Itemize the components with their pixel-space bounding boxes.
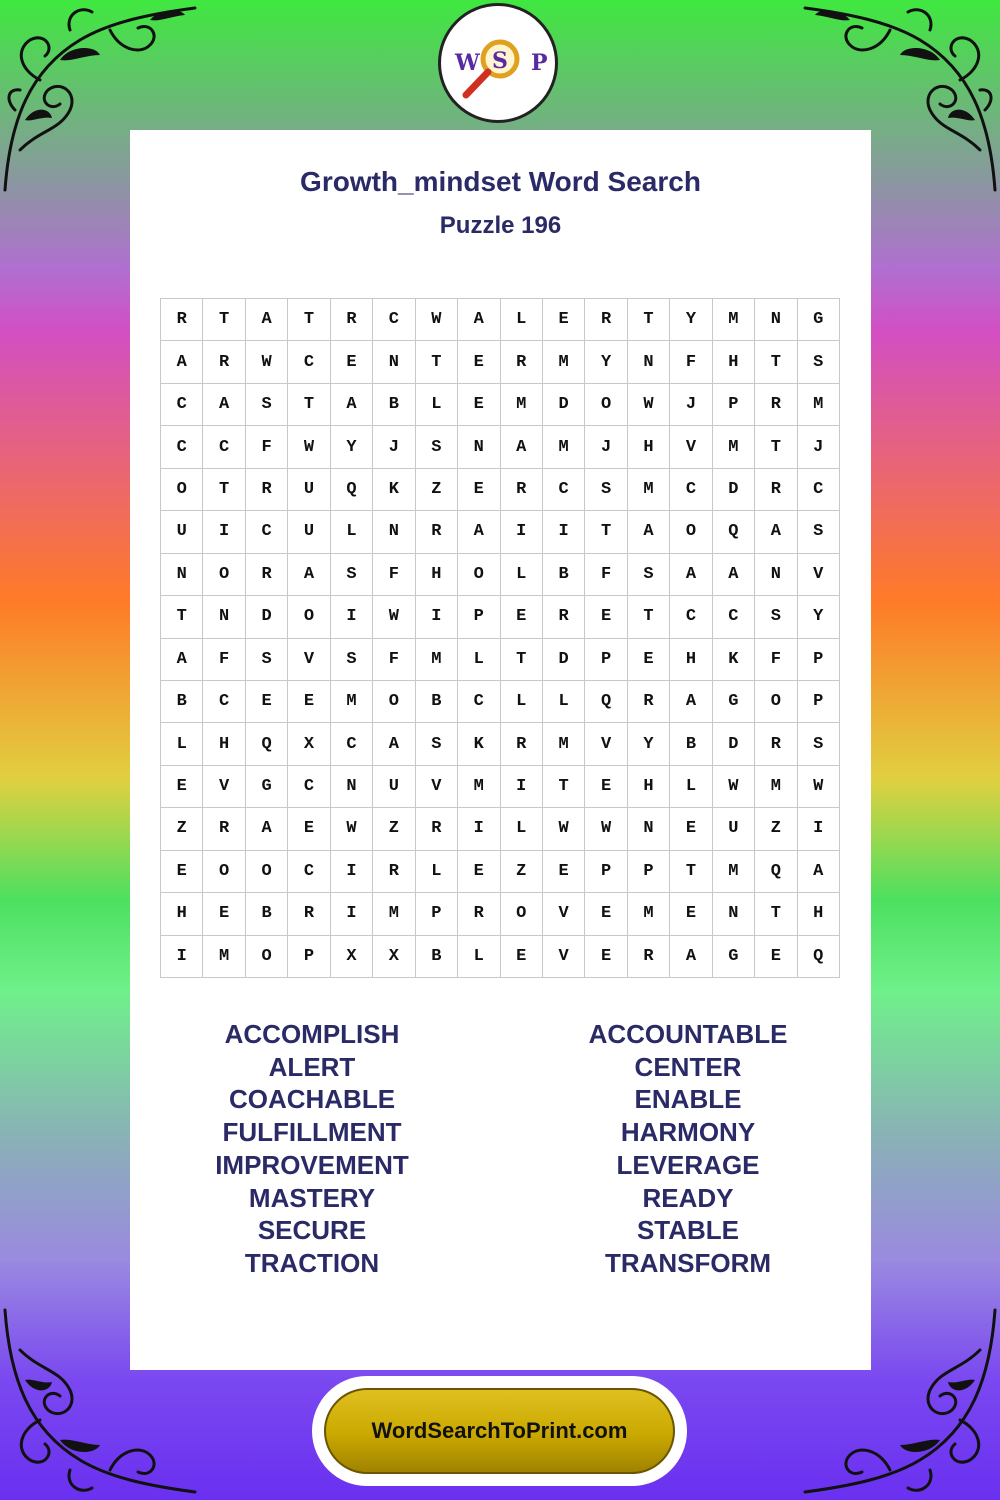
grid-cell[interactable]: M xyxy=(543,426,585,468)
word-list-item: SECURE xyxy=(257,1215,367,1246)
grid-cell[interactable]: I xyxy=(331,596,373,638)
grid-cell[interactable]: F xyxy=(246,426,288,468)
grid-cell[interactable]: W xyxy=(543,808,585,850)
grid-cell[interactable]: E xyxy=(458,851,500,893)
grid-cell[interactable]: N xyxy=(203,596,245,638)
grid-cell[interactable]: A xyxy=(246,299,288,341)
grid-cell[interactable]: H xyxy=(713,341,755,383)
grid-cell[interactable]: J xyxy=(670,384,712,426)
grid-cell[interactable]: O xyxy=(670,511,712,553)
grid-cell[interactable]: I xyxy=(416,596,458,638)
word-list-item: ACCOMPLISH xyxy=(224,1019,400,1049)
grid-cell[interactable]: S xyxy=(755,596,797,638)
grid-cell[interactable]: D xyxy=(543,384,585,426)
grid-cell[interactable]: V xyxy=(288,639,330,681)
grid-cell[interactable]: R xyxy=(501,469,543,511)
grid-cell[interactable]: M xyxy=(501,384,543,426)
grid-cell[interactable]: T xyxy=(628,299,670,341)
grid-cell[interactable]: I xyxy=(543,511,585,553)
grid-cell[interactable]: R xyxy=(288,893,330,935)
word-list-item: LEVERAGE xyxy=(616,1149,760,1180)
grid-cell[interactable]: E xyxy=(501,936,543,978)
grid-cell[interactable]: L xyxy=(501,299,543,341)
word-list-right xyxy=(538,1018,838,1280)
grid-cell[interactable]: I xyxy=(458,808,500,850)
grid-cell[interactable]: M xyxy=(628,469,670,511)
grid-cell[interactable]: Q xyxy=(585,681,627,723)
grid-cell[interactable]: H xyxy=(628,426,670,468)
grid-cell[interactable]: G xyxy=(246,766,288,808)
grid-cell[interactable]: P xyxy=(458,596,500,638)
grid-cell[interactable]: Y xyxy=(331,426,373,468)
grid-cell[interactable]: R xyxy=(161,299,203,341)
grid-cell[interactable]: H xyxy=(161,893,203,935)
grid-cell[interactable]: A xyxy=(670,554,712,596)
grid-cell[interactable]: P xyxy=(585,639,627,681)
grid-cell[interactable]: K xyxy=(458,723,500,765)
grid-cell[interactable]: R xyxy=(416,511,458,553)
grid-cell[interactable]: O xyxy=(755,681,797,723)
grid-cell[interactable]: R xyxy=(246,554,288,596)
word-list-item: COACHABLE xyxy=(228,1084,396,1115)
grid-cell[interactable]: T xyxy=(755,341,797,383)
grid-cell[interactable]: B xyxy=(373,384,415,426)
grid-cell[interactable]: I xyxy=(203,511,245,553)
grid-cell[interactable]: Z xyxy=(161,808,203,850)
grid-cell[interactable]: B xyxy=(246,893,288,935)
word-list-item: ACCOUNTABLE xyxy=(588,1019,788,1049)
grid-cell[interactable]: E xyxy=(501,596,543,638)
grid-cell[interactable]: M xyxy=(373,893,415,935)
grid-cell[interactable]: I xyxy=(331,851,373,893)
grid-cell[interactable]: M xyxy=(713,426,755,468)
grid-cell[interactable]: N xyxy=(628,341,670,383)
grid-cell[interactable]: M xyxy=(628,893,670,935)
grid-cell[interactable]: N xyxy=(161,554,203,596)
grid-cell[interactable]: K xyxy=(713,639,755,681)
word-list-item: MASTERY xyxy=(248,1182,376,1213)
grid-cell[interactable]: Z xyxy=(501,851,543,893)
grid-cell[interactable]: S xyxy=(628,554,670,596)
grid-cell[interactable]: R xyxy=(458,893,500,935)
grid-cell[interactable]: A xyxy=(670,681,712,723)
grid-cell[interactable]: R xyxy=(755,723,797,765)
grid-cell[interactable]: C xyxy=(543,469,585,511)
grid-cell[interactable]: H xyxy=(628,766,670,808)
grid-cell[interactable]: E xyxy=(288,681,330,723)
grid-cell[interactable]: B xyxy=(161,681,203,723)
letter-grid[interactable] xyxy=(160,298,840,978)
grid-cell[interactable]: A xyxy=(458,299,500,341)
grid-cell[interactable]: C xyxy=(331,723,373,765)
grid-cell[interactable]: R xyxy=(585,299,627,341)
grid-cell[interactable]: A xyxy=(501,426,543,468)
grid-cell[interactable]: E xyxy=(543,851,585,893)
page-title: Growth_mindset Word Search xyxy=(300,166,701,197)
grid-cell[interactable]: T xyxy=(161,596,203,638)
logo-letter-w: W xyxy=(455,50,480,76)
grid-cell[interactable]: N xyxy=(755,554,797,596)
grid-cell[interactable]: E xyxy=(246,681,288,723)
site-banner-button[interactable] xyxy=(324,1388,675,1474)
grid-cell[interactable]: R xyxy=(501,341,543,383)
grid-cell[interactable]: C xyxy=(246,511,288,553)
grid-cell[interactable]: C xyxy=(203,681,245,723)
grid-cell[interactable]: M xyxy=(713,851,755,893)
word-list-item: STABLE xyxy=(636,1215,740,1246)
grid-cell[interactable]: S xyxy=(798,723,840,765)
grid-cell[interactable]: C xyxy=(670,596,712,638)
grid-cell[interactable]: R xyxy=(543,596,585,638)
grid-cell[interactable]: S xyxy=(331,554,373,596)
grid-cell[interactable]: T xyxy=(416,341,458,383)
grid-cell[interactable]: L xyxy=(501,554,543,596)
grid-cell[interactable]: N xyxy=(458,426,500,468)
grid-cell[interactable]: X xyxy=(331,936,373,978)
grid-cell[interactable]: V xyxy=(670,426,712,468)
grid-cell[interactable]: W xyxy=(373,596,415,638)
grid-cell[interactable]: B xyxy=(416,936,458,978)
grid-cell[interactable]: Y xyxy=(585,341,627,383)
grid-cell[interactable]: A xyxy=(161,341,203,383)
grid-cell[interactable]: A xyxy=(713,554,755,596)
grid-cell[interactable]: B xyxy=(416,681,458,723)
grid-cell[interactable]: T xyxy=(203,299,245,341)
grid-cell[interactable]: W xyxy=(288,426,330,468)
grid-cell[interactable]: H xyxy=(203,723,245,765)
grid-cell[interactable]: R xyxy=(416,808,458,850)
grid-cell[interactable]: L xyxy=(458,936,500,978)
grid-cell[interactable]: W xyxy=(798,766,840,808)
word-list-item: IMPROVEMENT xyxy=(215,1149,409,1180)
grid-cell[interactable]: E xyxy=(585,596,627,638)
grid-cell[interactable]: L xyxy=(331,511,373,553)
grid-cell[interactable]: L xyxy=(416,384,458,426)
grid-cell[interactable]: R xyxy=(755,384,797,426)
grid-cell[interactable]: V xyxy=(798,554,840,596)
grid-cell[interactable]: R xyxy=(373,851,415,893)
grid-cell[interactable]: T xyxy=(755,893,797,935)
grid-cell[interactable]: Q xyxy=(246,723,288,765)
grid-cell[interactable]: R xyxy=(331,299,373,341)
grid-cell[interactable]: A xyxy=(798,851,840,893)
grid-cell[interactable]: Z xyxy=(416,469,458,511)
grid-cell[interactable]: P xyxy=(713,384,755,426)
grid-cell[interactable]: L xyxy=(161,723,203,765)
grid-cell[interactable]: Y xyxy=(798,596,840,638)
grid-cell[interactable]: R xyxy=(628,936,670,978)
grid-cell[interactable]: O xyxy=(246,851,288,893)
grid-cell[interactable]: E xyxy=(161,851,203,893)
grid-cell[interactable]: R xyxy=(501,723,543,765)
grid-cell[interactable]: F xyxy=(585,554,627,596)
grid-cell[interactable]: Z xyxy=(755,808,797,850)
puzzle-card xyxy=(130,130,871,1370)
word-list-item: TRACTION xyxy=(244,1247,380,1278)
grid-cell[interactable]: F xyxy=(203,639,245,681)
grid-cell[interactable]: M xyxy=(331,681,373,723)
grid-cell[interactable]: D xyxy=(713,723,755,765)
grid-cell[interactable]: O xyxy=(585,384,627,426)
grid-cell[interactable]: E xyxy=(288,808,330,850)
grid-cell[interactable]: M xyxy=(416,639,458,681)
grid-cell[interactable]: J xyxy=(798,426,840,468)
grid-cell[interactable]: U xyxy=(288,469,330,511)
grid-cell[interactable]: K xyxy=(373,469,415,511)
grid-cell[interactable]: F xyxy=(373,639,415,681)
grid-cell[interactable]: H xyxy=(798,893,840,935)
grid-cell[interactable]: E xyxy=(203,893,245,935)
grid-cell[interactable]: M xyxy=(755,766,797,808)
grid-cell[interactable]: L xyxy=(458,639,500,681)
grid-cell[interactable]: A xyxy=(755,511,797,553)
grid-cell[interactable]: O xyxy=(458,554,500,596)
grid-cell[interactable]: R xyxy=(628,681,670,723)
grid-cell[interactable]: A xyxy=(373,723,415,765)
grid-cell[interactable]: P xyxy=(585,851,627,893)
grid-cell[interactable]: M xyxy=(798,384,840,426)
grid-cell[interactable]: Y xyxy=(670,299,712,341)
grid-cell[interactable]: R xyxy=(755,469,797,511)
grid-cell[interactable]: O xyxy=(203,851,245,893)
grid-cell[interactable]: A xyxy=(670,936,712,978)
grid-cell[interactable]: C xyxy=(670,469,712,511)
grid-cell[interactable]: S xyxy=(246,639,288,681)
grid-cell[interactable]: P xyxy=(288,936,330,978)
grid-cell[interactable]: V xyxy=(543,936,585,978)
grid-cell[interactable]: M xyxy=(458,766,500,808)
logo-letter-s: S xyxy=(492,48,508,74)
grid-cell[interactable]: E xyxy=(585,893,627,935)
grid-cell[interactable]: T xyxy=(670,851,712,893)
grid-cell[interactable]: C xyxy=(203,426,245,468)
grid-cell[interactable]: T xyxy=(585,511,627,553)
grid-cell[interactable]: L xyxy=(670,766,712,808)
grid-cell[interactable]: O xyxy=(373,681,415,723)
grid-cell[interactable]: C xyxy=(798,469,840,511)
grid-cell[interactable]: A xyxy=(458,511,500,553)
grid-cell[interactable]: U xyxy=(713,808,755,850)
grid-cell[interactable]: S xyxy=(416,723,458,765)
grid-cell[interactable]: F xyxy=(755,639,797,681)
grid-cell[interactable]: E xyxy=(670,893,712,935)
grid-cell[interactable]: B xyxy=(543,554,585,596)
grid-cell[interactable]: E xyxy=(458,341,500,383)
grid-cell[interactable]: T xyxy=(543,766,585,808)
grid-cell[interactable]: P xyxy=(798,681,840,723)
grid-cell[interactable]: N xyxy=(373,341,415,383)
grid-cell[interactable]: V xyxy=(416,766,458,808)
grid-cell[interactable]: V xyxy=(585,723,627,765)
grid-cell[interactable]: N xyxy=(713,893,755,935)
grid-cell[interactable]: O xyxy=(501,893,543,935)
grid-cell[interactable]: E xyxy=(458,384,500,426)
grid-cell[interactable]: G xyxy=(798,299,840,341)
grid-cell[interactable]: W xyxy=(331,808,373,850)
word-list-item: HARMONY xyxy=(620,1117,756,1148)
grid-cell[interactable]: W xyxy=(416,299,458,341)
grid-cell[interactable]: G xyxy=(713,681,755,723)
grid-cell[interactable]: I xyxy=(501,766,543,808)
word-list-item: ALERT xyxy=(268,1051,356,1082)
grid-cell[interactable]: V xyxy=(543,893,585,935)
grid-cell[interactable]: A xyxy=(161,639,203,681)
grid-cell[interactable]: S xyxy=(798,341,840,383)
grid-cell[interactable]: M xyxy=(543,723,585,765)
grid-cell[interactable]: E xyxy=(585,936,627,978)
grid-cell[interactable]: C xyxy=(373,299,415,341)
grid-cell[interactable]: A xyxy=(331,384,373,426)
grid-cell[interactable]: I xyxy=(501,511,543,553)
word-list-item: ENABLE xyxy=(634,1084,742,1115)
logo-letter-p: P xyxy=(531,50,548,76)
grid-cell[interactable]: N xyxy=(755,299,797,341)
grid-cell[interactable]: A xyxy=(246,808,288,850)
grid-cell[interactable]: E xyxy=(161,766,203,808)
grid-cell[interactable]: C xyxy=(288,766,330,808)
grid-cell[interactable]: Q xyxy=(331,469,373,511)
grid-cell[interactable]: Q xyxy=(713,511,755,553)
grid-cell[interactable]: R xyxy=(203,808,245,850)
grid-cell[interactable]: U xyxy=(161,511,203,553)
grid-cell[interactable]: N xyxy=(373,511,415,553)
grid-cell[interactable]: R xyxy=(203,341,245,383)
word-list-item: READY xyxy=(642,1182,734,1213)
grid-cell[interactable]: C xyxy=(161,384,203,426)
grid-cell[interactable]: N xyxy=(331,766,373,808)
site-logo[interactable] xyxy=(438,3,558,123)
grid-cell[interactable]: M xyxy=(203,936,245,978)
grid-cell[interactable]: D xyxy=(713,469,755,511)
grid-cell[interactable]: H xyxy=(416,554,458,596)
grid-cell[interactable]: U xyxy=(373,766,415,808)
grid-cell[interactable]: T xyxy=(288,384,330,426)
grid-cell[interactable]: O xyxy=(246,936,288,978)
grid-cell[interactable]: A xyxy=(203,384,245,426)
grid-cell[interactable]: F xyxy=(373,554,415,596)
grid-cell[interactable]: T xyxy=(755,426,797,468)
grid-cell[interactable]: I xyxy=(798,808,840,850)
grid-cell[interactable]: C xyxy=(288,851,330,893)
grid-cell[interactable]: E xyxy=(458,469,500,511)
grid-cell[interactable]: E xyxy=(585,766,627,808)
grid-cell[interactable]: W xyxy=(628,384,670,426)
word-list-item: CENTER xyxy=(634,1051,742,1082)
grid-cell[interactable]: D xyxy=(246,596,288,638)
grid-cell[interactable]: F xyxy=(670,341,712,383)
grid-cell[interactable]: C xyxy=(288,341,330,383)
word-list-item: TRANSFORM xyxy=(604,1247,772,1278)
grid-cell[interactable]: H xyxy=(670,639,712,681)
grid-cell[interactable]: W xyxy=(585,808,627,850)
grid-cell[interactable]: M xyxy=(713,299,755,341)
grid-cell[interactable]: T xyxy=(288,299,330,341)
grid-cell[interactable]: L xyxy=(501,681,543,723)
grid-cell[interactable]: X xyxy=(288,723,330,765)
grid-cell[interactable]: N xyxy=(628,808,670,850)
grid-cell[interactable]: S xyxy=(246,384,288,426)
grid-cell[interactable]: L xyxy=(501,808,543,850)
grid-cell[interactable]: P xyxy=(798,639,840,681)
grid-cell[interactable]: I xyxy=(331,893,373,935)
grid-cell[interactable]: O xyxy=(161,469,203,511)
grid-cell[interactable]: D xyxy=(543,639,585,681)
grid-cell[interactable]: P xyxy=(628,851,670,893)
puzzle-number: Puzzle 196 xyxy=(439,212,562,239)
grid-cell[interactable]: P xyxy=(416,893,458,935)
site-url: WordSearchToPrint.com xyxy=(371,1418,628,1443)
grid-cell[interactable]: S xyxy=(585,469,627,511)
grid-cell[interactable]: W xyxy=(713,766,755,808)
word-list-item: FULFILLMENT xyxy=(222,1117,402,1148)
word-list-left xyxy=(162,1018,462,1280)
grid-cell[interactable]: C xyxy=(161,426,203,468)
grid-cell[interactable]: W xyxy=(246,341,288,383)
site-banner[interactable] xyxy=(312,1376,687,1486)
grid-cell[interactable]: M xyxy=(543,341,585,383)
grid-cell[interactable]: L xyxy=(543,681,585,723)
grid-cell[interactable]: E xyxy=(543,299,585,341)
grid-cell[interactable]: S xyxy=(331,639,373,681)
grid-cell[interactable]: J xyxy=(373,426,415,468)
grid-cell[interactable]: A xyxy=(288,554,330,596)
grid-cell[interactable]: O xyxy=(203,554,245,596)
grid-cell[interactable]: G xyxy=(713,936,755,978)
grid-cell[interactable]: Q xyxy=(755,851,797,893)
grid-cell[interactable]: Y xyxy=(628,723,670,765)
grid-cell[interactable]: E xyxy=(755,936,797,978)
grid-cell[interactable]: E xyxy=(670,808,712,850)
grid-cell[interactable]: S xyxy=(416,426,458,468)
grid-cell[interactable]: B xyxy=(670,723,712,765)
grid-cell[interactable]: X xyxy=(373,936,415,978)
grid-cell[interactable]: T xyxy=(203,469,245,511)
grid-cell[interactable]: C xyxy=(458,681,500,723)
grid-cell[interactable]: S xyxy=(798,511,840,553)
grid-cell[interactable]: E xyxy=(331,341,373,383)
grid-cell[interactable]: V xyxy=(203,766,245,808)
grid-cell[interactable]: C xyxy=(713,596,755,638)
grid-cell[interactable]: R xyxy=(246,469,288,511)
grid-cell[interactable]: T xyxy=(501,639,543,681)
grid-cell[interactable]: J xyxy=(585,426,627,468)
grid-cell[interactable]: T xyxy=(628,596,670,638)
grid-cell[interactable]: U xyxy=(288,511,330,553)
grid-cell[interactable]: Q xyxy=(798,936,840,978)
grid-cell[interactable]: I xyxy=(161,936,203,978)
grid-cell[interactable]: A xyxy=(628,511,670,553)
grid-cell[interactable]: O xyxy=(288,596,330,638)
grid-cell[interactable]: E xyxy=(628,639,670,681)
grid-cell[interactable]: L xyxy=(416,851,458,893)
grid-cell[interactable]: Z xyxy=(373,808,415,850)
